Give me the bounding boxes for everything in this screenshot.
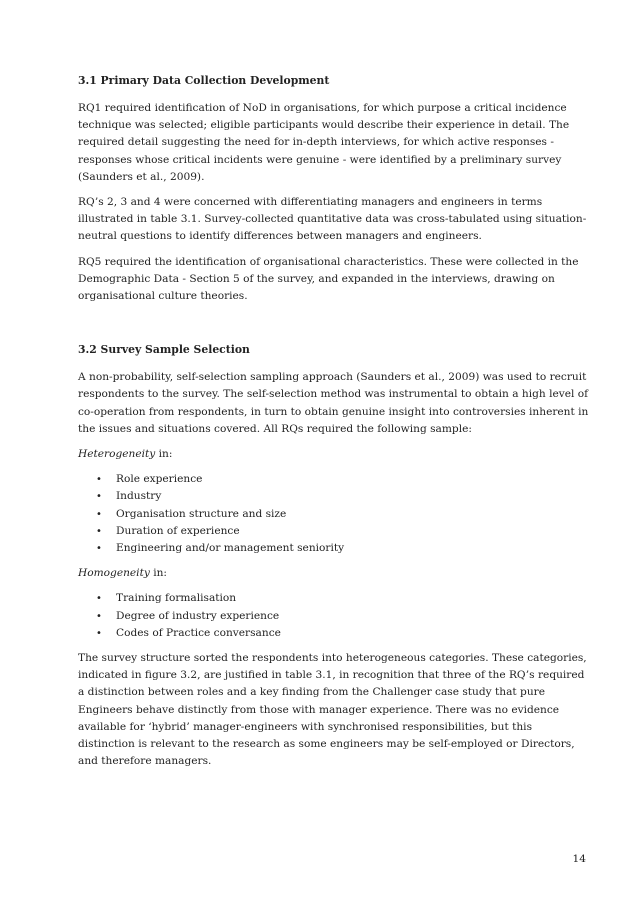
- homogeneity-label-line: [78, 565, 590, 582]
- heterogeneity-suffix: in:: [155, 448, 173, 461]
- bullet-icon: •: [96, 474, 102, 486]
- bullet-icon: •: [96, 610, 102, 622]
- section-spacer: [78, 313, 590, 341]
- list-item: • Training formalisation: [96, 590, 590, 607]
- homogeneity-term: Homogeneity: [78, 567, 150, 580]
- bullet-icon: •: [96, 593, 102, 605]
- list-item: • Degree of industry experience: [96, 608, 590, 625]
- page-number: 14: [572, 853, 586, 865]
- section-heading-3-2: 3.2 Survey Sample Selection: [78, 343, 250, 357]
- bullet-icon: •: [96, 627, 102, 639]
- paragraph-closing: The survey structure sorted the respondents into heterogeneous categories. These categories, indicated in figure 3.2, are justified in table 3.1, in recognition that three of the RQ’s required a distinction between roles and a key finding from the Challenger case study that pure Engineers behave distinctly from those with manager experience. There was no evidence available for ‘hybrid’ manager-engineers with synchronised responsibilities, but this distinction is relevant to the research as some engineers may be self-employed or Directors, and therefore managers.: [78, 652, 587, 768]
- heterogeneity-list: [78, 471, 590, 557]
- heterogeneity-term: Heterogeneity: [78, 448, 156, 461]
- list-item: • Industry: [96, 488, 590, 505]
- paragraph-rq5: RQ5 required the identification of organisational characteristics. These were collected in the Demographic Data - Section 5 of the survey, and expanded in the interviews, drawing on organisational culture theories.: [78, 255, 579, 303]
- paragraph-sampling-intro: A non-probability, self-selection sampling approach (Saunders et al., 2009) was used to recruit respondents to the survey. The self-selection method was instrumental to obtain a high level of co-operation from respondents, in turn to obtain genuine insight into controversies inherent in the issues and situations covered. All RQs required the following sample:: [78, 371, 589, 435]
- list-item: • Duration of experience: [96, 523, 590, 540]
- heterogeneity-label-line: [78, 446, 590, 463]
- paragraph-rq2-4: RQ’s 2, 3 and 4 were concerned with differentiating managers and engineers in terms illustrated in table 3.1. Survey-collected quantitative data was cross-tabulated using situation-neutral questions to identify differences between managers and engineers.: [78, 196, 587, 243]
- homogeneity-suffix: in:: [149, 567, 167, 580]
- bullet-icon: •: [96, 525, 102, 537]
- homogeneity-list: [78, 590, 590, 642]
- list-item: • Role experience: [96, 471, 590, 488]
- bullet-icon: •: [96, 508, 102, 520]
- list-item: • Engineering and/or management seniority: [96, 540, 590, 557]
- list-item: • Codes of Practice conversance: [96, 625, 590, 642]
- bullet-icon: •: [96, 491, 102, 503]
- bullet-icon: •: [96, 543, 102, 555]
- paragraph-rq1: RQ1 required identification of NoD in organisations, for which purpose a critical incidence technique was selected; eligible participants would describe their experience in detail. The required detail suggesting the need for in-depth interviews, for which active responses - responses whose critical incidents were genuine - were identified by a preliminary survey (Saunders et al., 2009).: [78, 102, 570, 183]
- section-heading-3-1: 3.1 Primary Data Collection Development: [78, 74, 330, 87]
- list-item: • Organisation structure and size: [96, 506, 590, 523]
